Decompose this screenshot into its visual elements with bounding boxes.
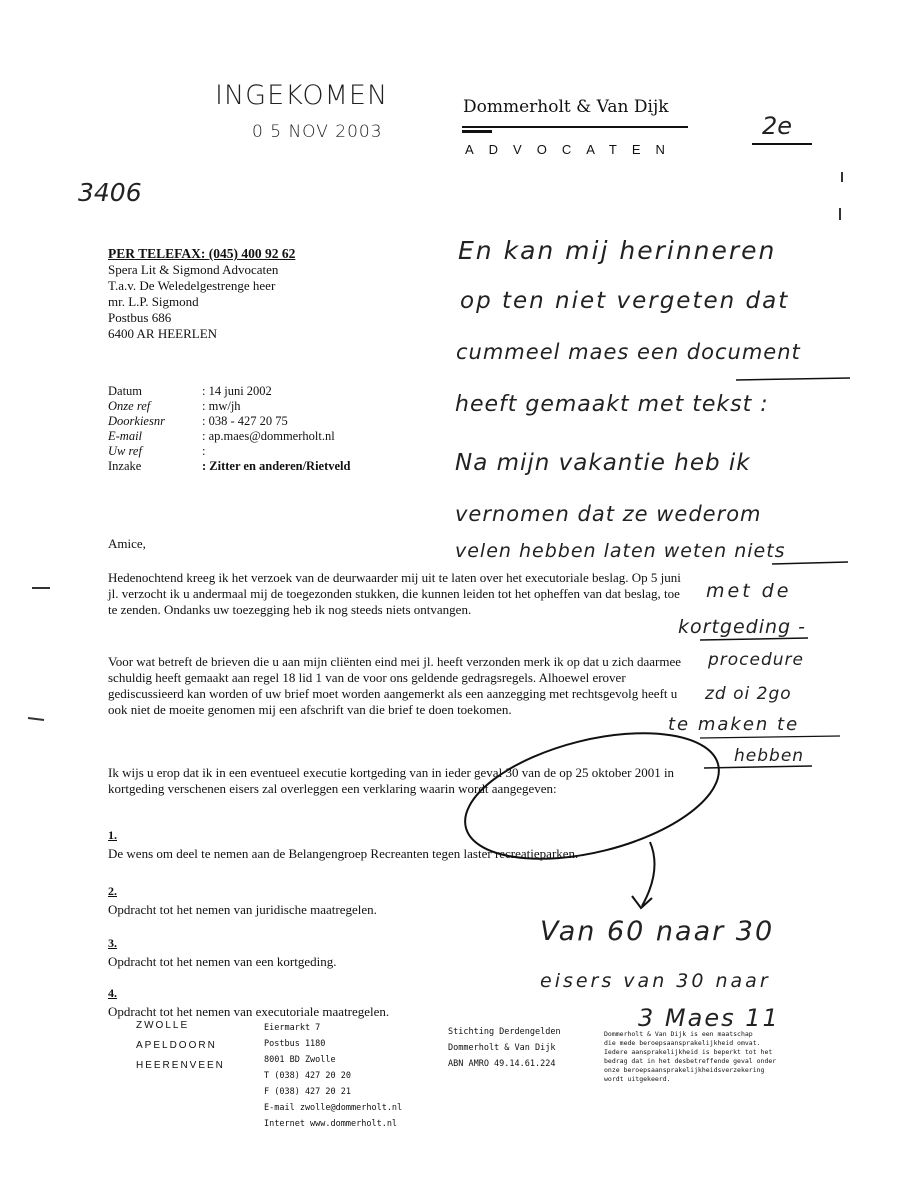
handwritten-line: heeft gemaakt met tekst : xyxy=(455,392,769,417)
handwritten-line: procedure xyxy=(708,650,805,670)
footer-city: HEERENVEEN xyxy=(136,1060,225,1071)
handwritten-line: cummeel maes een document xyxy=(456,340,801,364)
list-number: 1. xyxy=(108,828,117,842)
list-number: 3. xyxy=(108,936,117,950)
handwritten-line: op ten niet vergeten dat xyxy=(460,288,790,314)
list-item: Opdracht tot het nemen van een kortgeding. xyxy=(108,954,337,969)
footer-disclaimer xyxy=(604,1030,776,1084)
handwritten-underline xyxy=(704,766,812,768)
handwritten-circle xyxy=(452,710,731,882)
copy-mark: 2e xyxy=(762,112,793,140)
handwritten-underline xyxy=(700,638,808,640)
handwritten-line: velen hebben laten weten niets xyxy=(455,540,786,562)
stamp-date: 0 5 NOV 2003 xyxy=(252,122,383,142)
handwritten-line: kortgeding - xyxy=(678,616,806,638)
footer-line: Iedere aansprakelijkheid is beperkt tot het xyxy=(604,1048,773,1056)
handwritten-underline xyxy=(736,378,850,380)
list-number: 4. xyxy=(108,986,117,1000)
firm-subtitle: ADVOCATEN xyxy=(465,142,680,157)
handwritten-arrowhead xyxy=(632,896,652,908)
salutation: Amice, xyxy=(108,536,146,551)
handwritten-bottom-line: Van 60 naar 30 xyxy=(540,916,775,947)
meta-value: : ap.maes@dommerholt.nl xyxy=(202,429,335,443)
handwritten-arrow xyxy=(642,842,655,906)
meta-label: Inzake xyxy=(108,459,142,473)
footer-line: E-mail zwolle@dommerholt.nl xyxy=(264,1103,403,1113)
list-item: Opdracht tot het nemen van executoriale maatregelen. xyxy=(108,1004,390,1019)
footer-line: Postbus 1180 xyxy=(264,1039,326,1049)
handwritten-underline xyxy=(772,562,848,564)
handwritten-bottom-line: eisers van 30 naar xyxy=(540,970,771,992)
recipient-line: T.a.v. De Weledelgestrenge heer xyxy=(108,278,276,293)
footer-city: APELDOORN xyxy=(136,1040,217,1051)
footer-line: onze beroepsaansprakelijkheidsverzekering xyxy=(604,1066,765,1074)
handwritten-line: Na mijn vakantie heb ik xyxy=(455,450,751,476)
firm-name: Dommerholt & Van Dijk xyxy=(463,97,669,117)
paragraph: Voor wat betreft de brieven die u aan mijn cliënten eind mei jl. heeft verzonden merk ik op dat u zich daarmee schuldig heeft gemaakt aan regel 18 lid 1 van de voor ons geldende gedragsregels. Alhoewel erover gediscussieerd kan worden of uw brief moet worden aangemerkt als een aanzegging met rechtsgevolg heeft u ook niet de moeite genomen mij een afschrift van die brief te doen toekomen. xyxy=(108,654,681,717)
footer-line: T (038) 427 20 20 xyxy=(264,1071,351,1081)
handwritten-line: met de xyxy=(706,580,792,602)
meta-value: : 14 juni 2002 xyxy=(202,384,272,398)
footer-line: Dommerholt & Van Dijk is een maatschap xyxy=(604,1030,753,1038)
footer-line: Eiermarkt 7 xyxy=(264,1023,321,1033)
meta-value: : mw/jh xyxy=(202,399,241,413)
footer-address xyxy=(264,1020,402,1132)
handwritten-underline xyxy=(700,736,840,738)
list-item: Opdracht tot het nemen van juridische maatregelen. xyxy=(108,902,377,917)
footer-line: wordt uitgekeerd. xyxy=(604,1075,671,1083)
footer-foundation xyxy=(448,1024,561,1072)
meta-label: Uw ref xyxy=(108,444,142,458)
margin-mark xyxy=(28,718,44,720)
meta-label: E-mail xyxy=(108,429,143,443)
paragraph: Ik wijs u erop dat ik in een eventueel executie kortgeding van in ieder geval 30 van de op 25 oktober 2001 in kortgeding verschenen eisers zal overleggen een verklaring waarin wordt aangegeven: xyxy=(108,765,675,796)
handwritten-line: vernomen dat ze wederom xyxy=(455,502,762,526)
handwritten-line: hebben xyxy=(734,746,805,766)
fax-line: PER TELEFAX: (045) 400 92 62 xyxy=(108,246,296,261)
meta-label: Datum xyxy=(108,384,143,398)
footer-line: Stichting Derdengelden xyxy=(448,1027,561,1037)
footer-line: bedrag dat in het desbetreffende geval onder xyxy=(604,1057,777,1065)
meta-value: : xyxy=(202,444,206,458)
meta-value: : 038 - 427 20 75 xyxy=(202,414,288,428)
file-number: 3406 xyxy=(78,178,142,207)
footer-line: 8001 BD Zwolle xyxy=(264,1055,336,1065)
footer-city: ZWOLLE xyxy=(136,1020,190,1031)
handwritten-signature-note: 3 Maes 11 xyxy=(638,1004,780,1032)
handwritten-line: En kan mij herinneren xyxy=(458,236,777,265)
footer-line: ABN AMRO 49.14.61.224 xyxy=(448,1059,556,1069)
footer-line: F (038) 427 20 21 xyxy=(264,1087,351,1097)
footer-line: Dommerholt & Van Dijk xyxy=(448,1043,556,1053)
recipient-line: Spera Lit & Sigmond Advocaten xyxy=(108,262,279,277)
recipient-line: mr. L.P. Sigmond xyxy=(108,294,199,309)
list-item: De wens om deel te nemen aan de Belangengroep Recreanten tegen laster recreatieparken. xyxy=(108,846,579,861)
recipient-line: Postbus 686 xyxy=(108,310,172,325)
meta-label: Doorkiesnr xyxy=(108,414,165,428)
footer-line: die mede beroepsaansprakelijkheid omvat. xyxy=(604,1039,761,1047)
meta-label: Onze ref xyxy=(108,399,151,413)
received-stamp: INGEKOMEN xyxy=(215,80,389,111)
list-number: 2. xyxy=(108,884,117,898)
handwritten-line: te maken te xyxy=(668,714,800,735)
footer-cities xyxy=(136,1016,225,1076)
handwritten-line: zd oi 2go xyxy=(705,684,792,704)
recipient-line: 6400 AR HEERLEN xyxy=(108,326,218,341)
paragraph: Hedenochtend kreeg ik het verzoek van de deurwaarder mij uit te laten over het executoriale beslag. Op 5 juni jl. verzocht ik u andermaal mij de toegezonden stukken, die kunnen leiden tot het opheffen van dat beslag, toe te zenden. Ondanks uw toezegging heb ik nog steeds niets ontvangen. xyxy=(108,570,681,617)
meta-value: : Zitter en anderen/Rietveld xyxy=(202,459,351,473)
footer-line: Internet www.dommerholt.nl xyxy=(264,1119,398,1129)
